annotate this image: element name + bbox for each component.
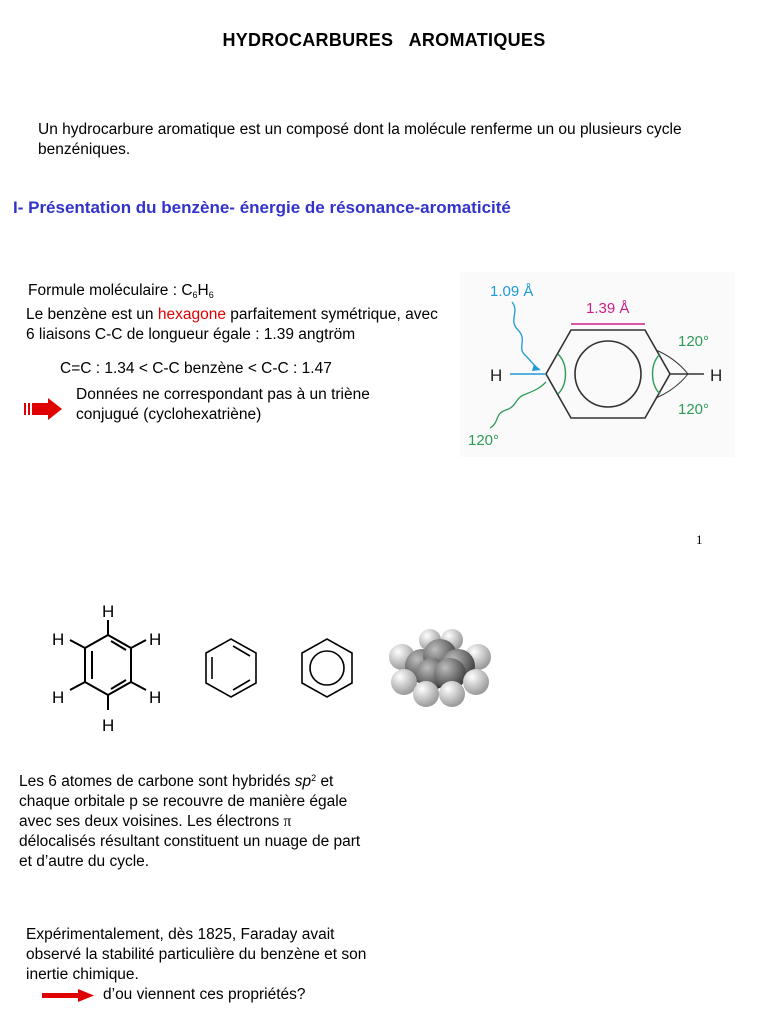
question-text: d’ou viennent ces propriétés? <box>103 986 306 1003</box>
hybridization-paragraph <box>19 768 364 872</box>
circle-benzene-structure <box>296 636 358 702</box>
hybridization-line1: Les 6 atomes de carbone sont hybridés <box>19 773 295 790</box>
hybridization-body: et chaque orbitale p se recouvre de manière égale avec ses deux voisines. Les électrons <box>19 773 348 830</box>
hybridization-end: délocalisés résultant constituent un nuage de part et d’autre du cycle. <box>19 833 361 870</box>
space-filling-model <box>386 624 494 710</box>
h-atom-top-left: H <box>52 630 65 649</box>
bond-comparison: C=C : 1.34 < C-C benzène < C-C : 1.47 <box>60 360 332 377</box>
intro-paragraph: Un hydrocarbure aromatique est un composé dont la molécule renferme un ou plusieurs cycle benzéniques. <box>38 121 682 158</box>
h-atom-top-right: H <box>149 630 162 649</box>
sp-exponent: 2 <box>311 773 317 783</box>
h-atom-bottom-left: H <box>52 688 65 707</box>
section-heading: I- Présentation du benzène- énergie de résonance-aromaticité <box>13 198 511 217</box>
conclusion-text: Données ne correspondant pas à un triène conjugué (cyclohexatriène) <box>76 386 370 423</box>
kekule-skeletal-structure <box>200 636 262 702</box>
red-arrow-icon <box>24 398 64 420</box>
page-title: HYDROCARBURES AROMATIQUES <box>222 30 546 50</box>
hexagon-sentence-end: parfaitement symétrique, avec 6 liaisons C-C de longueur égale : 1.39 angtröm <box>26 306 438 343</box>
hexagon-keyword: hexagone <box>157 306 226 323</box>
kekule-structure-with-h <box>45 598 175 740</box>
sp-term: sp <box>294 773 312 790</box>
formula-label: Formule moléculaire : C <box>28 282 193 299</box>
cc-length-label: 1.39 Å <box>586 300 630 317</box>
h-atom-bottom-right: H <box>149 688 162 707</box>
h-atom-top: H <box>102 602 115 621</box>
formula-h: H <box>197 282 209 299</box>
formula-sub-h: 6 <box>208 290 214 300</box>
formula-sub-c: 6 <box>192 290 198 300</box>
red-arrow-icon-2 <box>42 989 94 1003</box>
faraday-paragraph: Expérimentalement, dès 1825, Faraday avait observé la stabilité particulière du benzène et son inertie chimique. <box>26 926 367 983</box>
h-label-left: H <box>490 366 503 385</box>
h-atom-bottom: H <box>102 716 115 735</box>
hexagon-sentence <box>26 305 446 345</box>
h-label-right: H <box>710 366 723 385</box>
ch-length-label: 1.09 Å <box>490 283 534 300</box>
angle-label-left: 120° <box>468 432 500 449</box>
angle-label-upper: 120° <box>678 333 710 350</box>
formula-line <box>28 281 214 305</box>
pi-symbol: π <box>283 813 292 830</box>
angle-label-lower: 120° <box>678 401 710 418</box>
page-number: 1 <box>696 532 703 547</box>
hexagon-sentence-start: Le benzène est un <box>26 306 158 323</box>
benzene-geometry-diagram <box>460 272 735 457</box>
